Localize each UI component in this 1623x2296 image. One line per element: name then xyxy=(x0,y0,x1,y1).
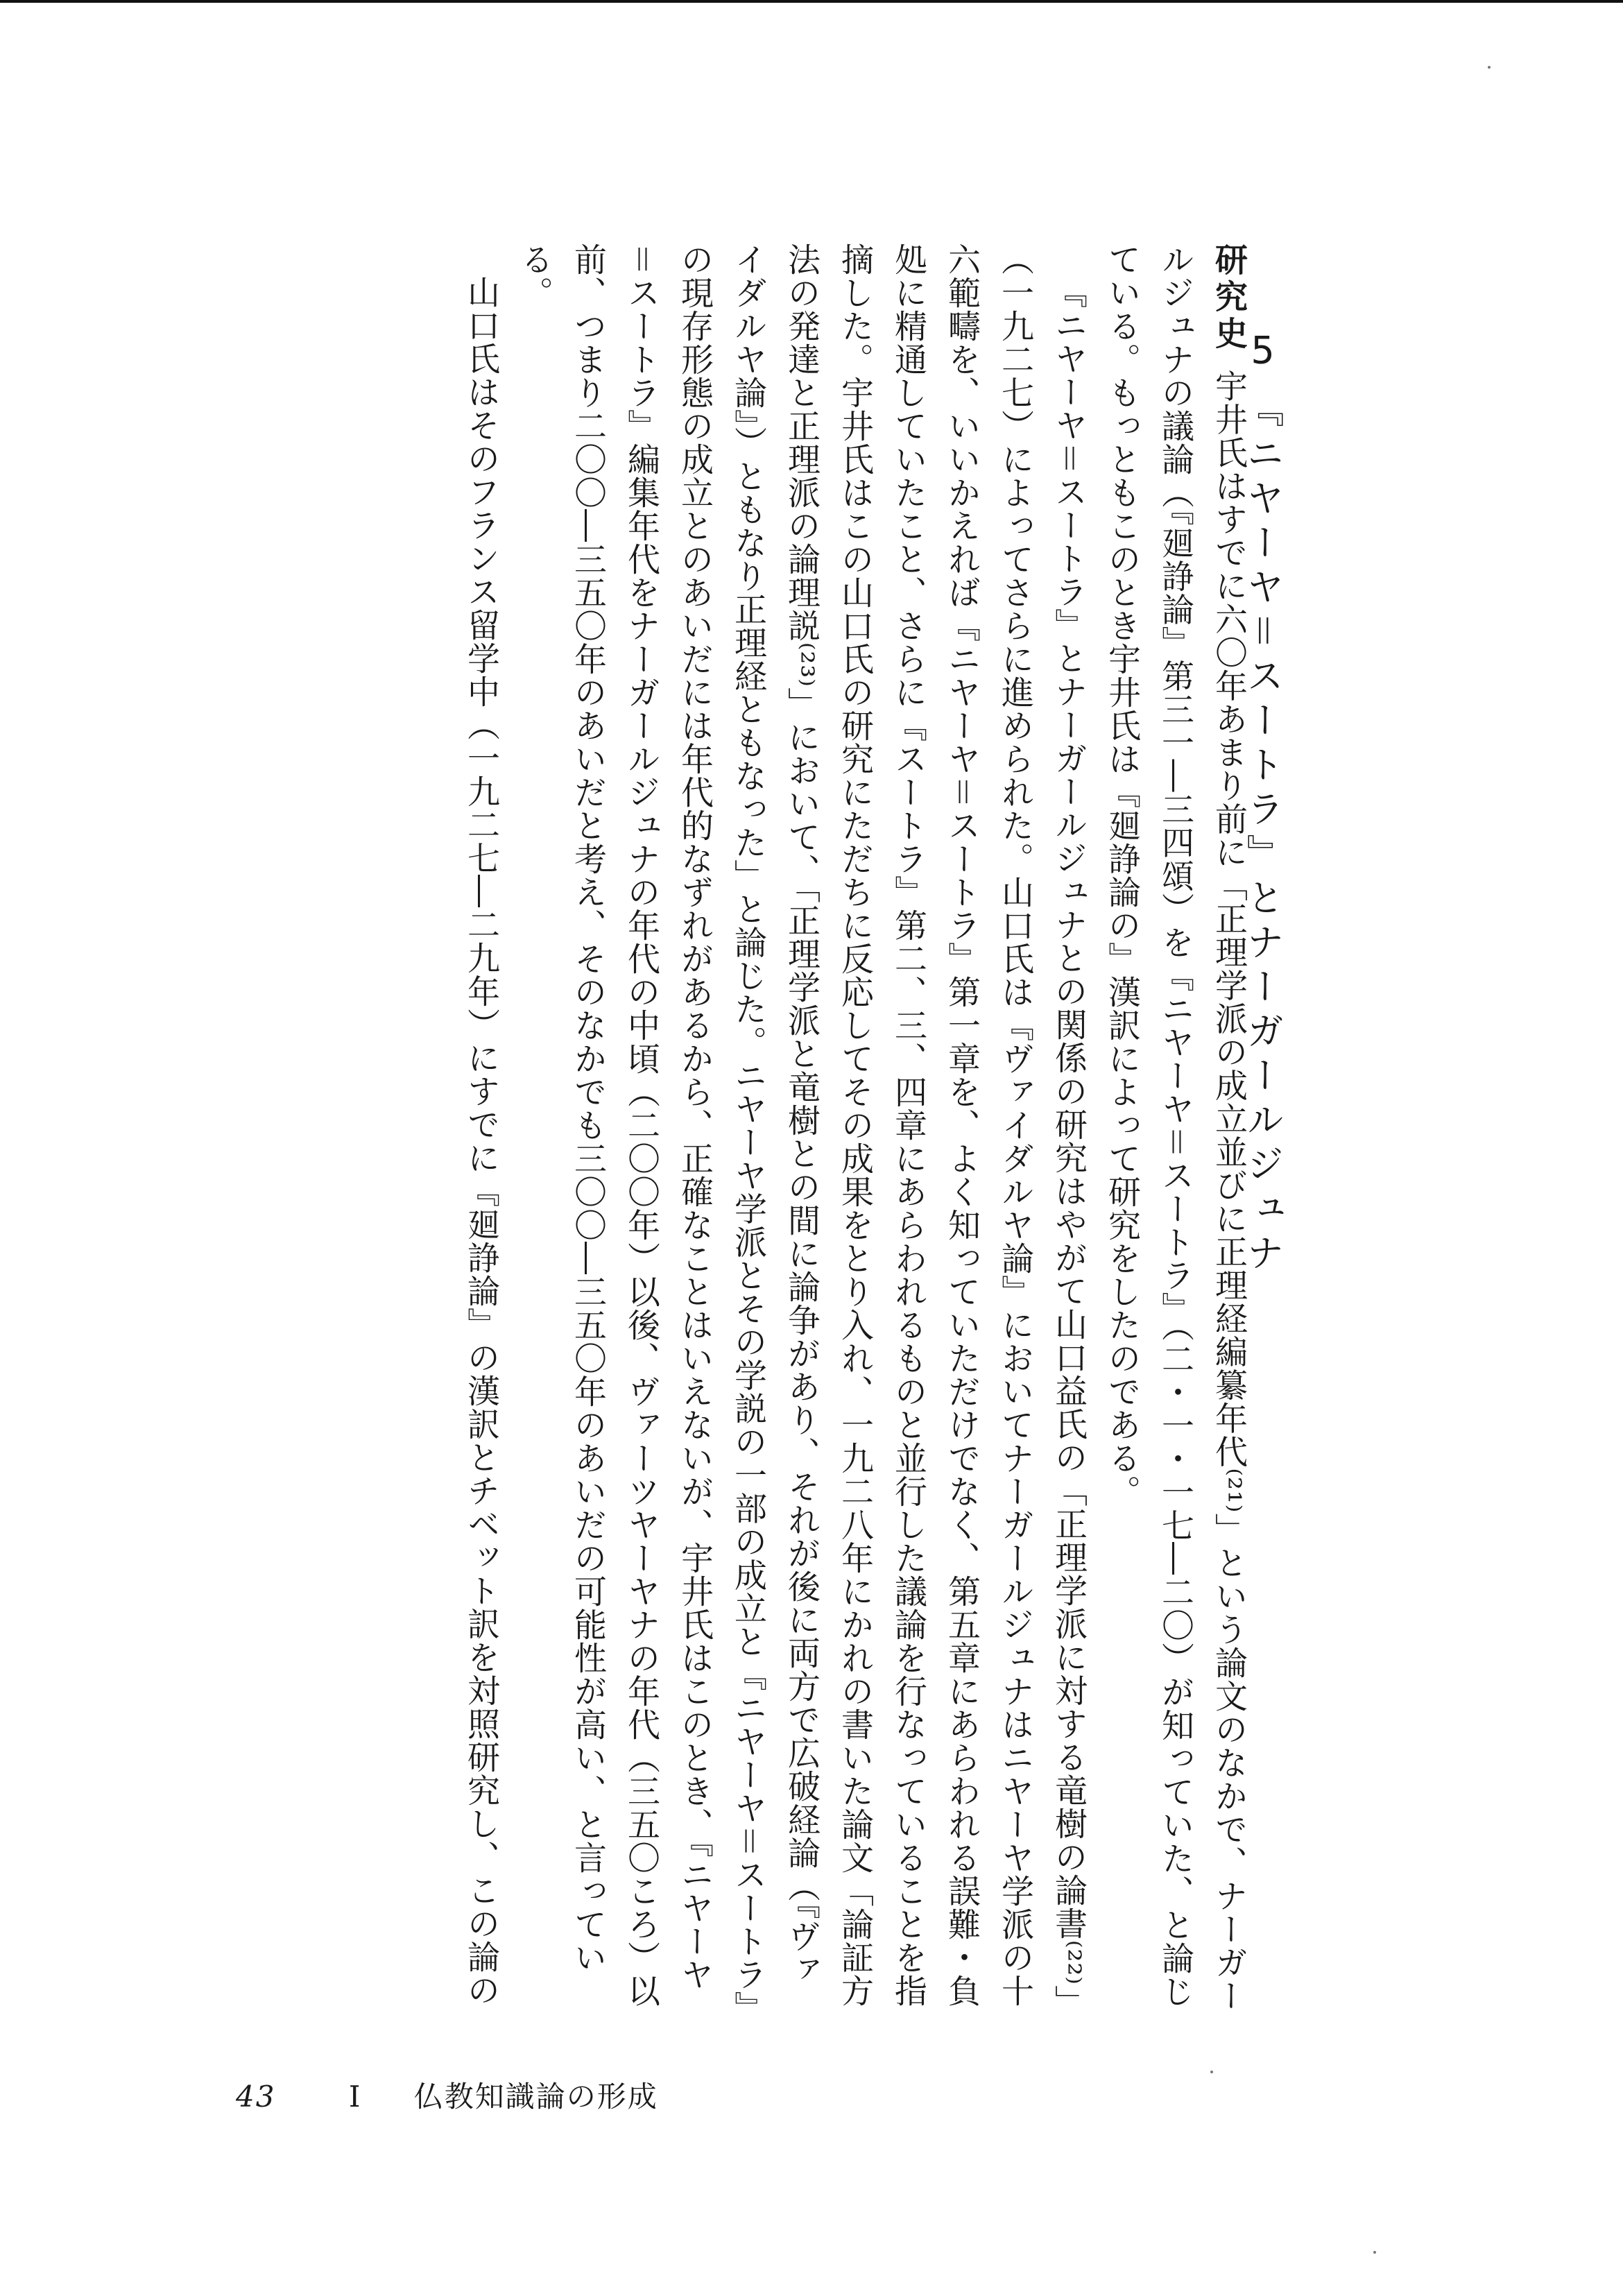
section-number: 5 xyxy=(1251,332,1275,369)
paragraph-2 xyxy=(508,243,1095,2019)
part-title: 仏教知識論の形成 xyxy=(413,2080,658,2114)
scan-speck xyxy=(1210,2071,1213,2073)
scan-speck xyxy=(1373,2251,1376,2254)
section-title: 『ニヤーヤ＝スートラ』とナーガールジュナ xyxy=(1241,390,1285,1278)
paragraph-3-text: 山口氏はそのフランス留学中（一九二七―二九年）にすでに『廻諍論』の漢訳とチベット訳を対照研究し、この論の xyxy=(462,275,500,2007)
paragraph-3 xyxy=(454,243,508,2019)
part-numeral: I xyxy=(348,2080,362,2114)
paragraph-lead-research-history: 研究史 xyxy=(1210,243,1248,353)
top-border-rule xyxy=(0,0,1623,3)
paragraph-2-text: 『ニヤーヤ＝スートラ』とナーガールジュナとの関係の研究はやがて山口益氏の「正理学派に対する竜樹の論書⁽²²⁾」（一九二七）によってさらに進められた。山口氏は『ヴァイダルヤ論』においてナーガールジュナはニヤーヤ学派の十六範疇を、いいかえれば『ニヤーヤ＝スートラ』第一章を、よく知っていただけでなく、第五章にあらわれる誤難・負処に精通していたこと、さらに『スートラ』第二、三、四章にあらわれるものと並行した議論を行なっていることを指摘した。宇井氏はこの山口氏の研究にただちに反応してその成果をとり入れ、一九二八年にかれの書いた論文「論証方法の発達と正理派の論理説⁽²³⁾」において、「正理学派と竜樹との間に論争があり、それが後に両方で広破経論（『ヴァイダルヤ論』）ともなり正理経ともなった」と論じた。ニヤーヤ学派とその学説の一部の成立と『ニヤーヤ＝スートラ』の現存形態の成立とのあいだには年代的なずれがあるから、正確なことはいえないが、宇井氏はこのとき、『ニヤーヤ＝スートラ』編集年代をナーガールジュナの年代の中頃（二〇〇年）以後、ヴァーツヤーヤナの年代（三五〇ころ）以前、つまり二〇〇―三五〇年のあいだと考え、そのなかでも三〇〇―三五〇年のあいだの可能性が高い、と言っている。 xyxy=(515,243,1088,2019)
paragraph-1-text: 宇井氏はすでに六〇年あまり前に「正理学派の成立並びに正理経編纂年代⁽²¹⁾」という論文のなかで、ナーガールジュナの議論（『廻諍論』第三一―三四頌）を『ニヤーヤ＝スートラ』（二・一・一七―二〇）が知っていた、と論じている。もっともこのとき宇井氏は『廻諍論の』漢訳によって研究をしたのである。 xyxy=(1103,243,1248,2013)
page-number: 43 xyxy=(236,2080,276,2114)
page-footer xyxy=(236,2074,658,2116)
body-text xyxy=(139,243,1255,2019)
scan-speck xyxy=(1488,66,1491,69)
paragraph-1 xyxy=(1095,243,1255,2019)
